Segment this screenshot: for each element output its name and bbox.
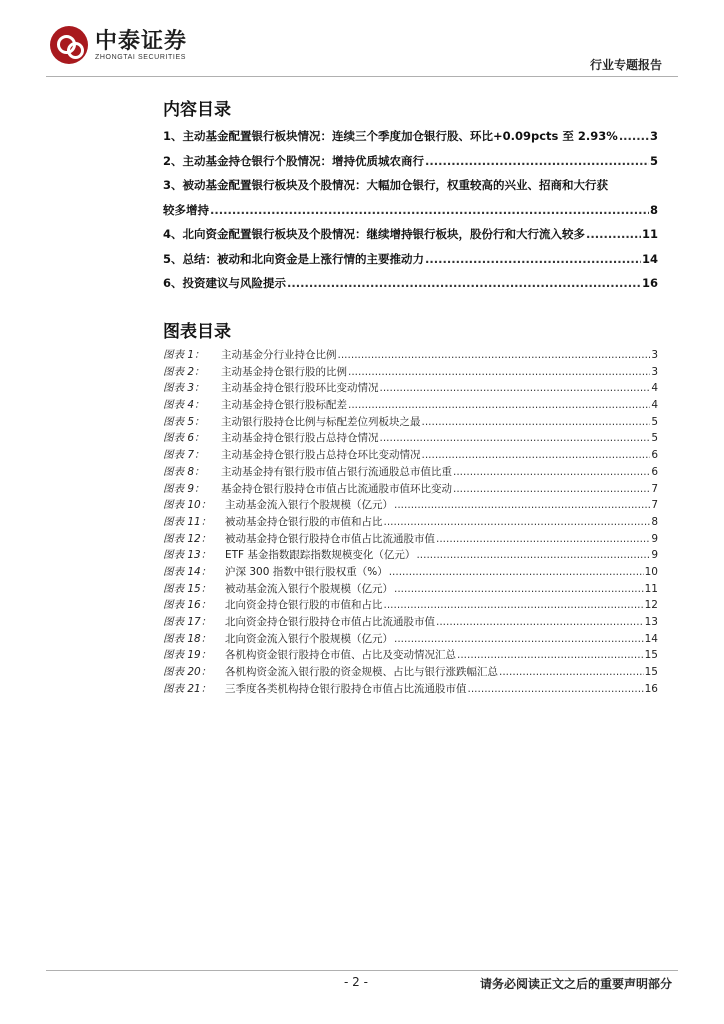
figure-item[interactable]	[163, 481, 658, 498]
figure-leader	[380, 432, 651, 444]
toc-item[interactable]	[163, 177, 658, 202]
figure-leader	[499, 666, 644, 678]
figure-page: 3	[651, 365, 658, 378]
figure-label: 图表 21：	[163, 682, 212, 695]
toc-leader	[287, 276, 641, 290]
figure-page: 15	[644, 649, 658, 662]
figure-item[interactable]	[163, 614, 658, 631]
figure-page: 6	[651, 465, 658, 478]
contents-list	[163, 128, 658, 300]
figure-label: 图表 7：	[163, 449, 205, 462]
figure-title: 被动基金持仓银行股的市值和占比	[225, 515, 383, 528]
figure-page: 10	[644, 565, 658, 578]
figure-leader	[394, 499, 650, 511]
figure-label: 图表 8：	[163, 465, 205, 478]
figure-label: 图表 4：	[163, 399, 205, 412]
figure-item[interactable]	[163, 547, 658, 564]
figure-page: 4	[651, 399, 658, 412]
toc-item-text: 5、总结：被动和北向资金是上涨行情的主要推动力	[163, 251, 424, 266]
figure-title: 被动基金流入银行个股规模（亿元）	[225, 582, 393, 595]
toc-item-page: 14	[641, 251, 658, 266]
figure-label: 图表 14：	[163, 565, 212, 578]
figure-item[interactable]	[163, 631, 658, 648]
toc-leader	[210, 203, 649, 217]
figure-item[interactable]	[163, 447, 658, 464]
toc-item[interactable]	[163, 226, 658, 251]
toc-item-text: 2、主动基金持仓银行个股情况：增持优质城农商行	[163, 153, 424, 168]
figure-title: 各机构资金银行股持仓市值、占比及变动情况汇总	[225, 649, 456, 662]
logo-english-name: ZHONGTAI SECURITIES	[95, 53, 186, 61]
toc-item-page: 5	[649, 153, 658, 168]
figure-item[interactable]	[163, 514, 658, 531]
figure-item[interactable]	[163, 364, 658, 381]
figure-page: 8	[651, 515, 658, 528]
figure-leader	[394, 633, 644, 645]
figure-label: 图表 20：	[163, 666, 212, 679]
toc-item-text: 1、主动基金配置银行板块情况：连续三个季度加仓银行股、环比+0.09pcts 至 2.93%	[163, 129, 618, 143]
figure-title: 主动基金持有银行股市值占银行流通股总市值比重	[221, 465, 452, 478]
figure-item[interactable]	[163, 397, 658, 414]
figure-label: 图表 2：	[163, 365, 205, 378]
toc-item-continuation[interactable]	[163, 202, 658, 227]
figure-title: 北向资金持仓银行股的市值和占比	[225, 599, 383, 612]
toc-item[interactable]	[163, 128, 658, 153]
figure-leader	[416, 549, 650, 561]
toc-item-page: 11	[641, 227, 658, 241]
figure-item[interactable]	[163, 414, 658, 431]
figure-title: 主动基金持仓银行股环比变动情况	[221, 382, 379, 395]
figure-label: 图表 1：	[163, 349, 205, 361]
header-divider	[46, 76, 678, 77]
figure-label: 图表 15：	[163, 582, 212, 595]
figure-item[interactable]	[163, 564, 658, 581]
figure-leader	[453, 466, 650, 478]
figure-leader	[389, 566, 644, 578]
figure-label: 图表 5：	[163, 415, 205, 428]
toc-item-page: 16	[641, 276, 658, 290]
figure-item[interactable]	[163, 681, 658, 698]
figure-item[interactable]	[163, 597, 658, 614]
toc-leader	[619, 129, 649, 143]
figure-label: 图表 13：	[163, 549, 212, 562]
figure-page: 11	[644, 582, 658, 595]
figure-label: 图表 3：	[163, 382, 205, 395]
logo-chinese-name: 中泰证券	[95, 28, 188, 54]
footer-divider	[46, 970, 678, 971]
figure-page: 6	[651, 449, 658, 462]
figure-label: 图表 12：	[163, 532, 212, 545]
figure-page: 14	[644, 632, 658, 645]
figure-title: 三季度各类机构持仓银行股持仓市值占比流通股市值	[225, 682, 467, 695]
figure-label: 图表 17：	[163, 616, 212, 628]
figure-page: 9	[651, 532, 658, 545]
figure-leader	[380, 382, 651, 394]
figure-title: 被动基金持仓银行股持仓市值占比流通股市值	[225, 532, 435, 545]
page-number: - 2 -	[344, 975, 368, 989]
figure-item[interactable]	[163, 647, 658, 664]
toc-leader	[425, 252, 641, 266]
figure-leader	[348, 399, 650, 411]
figure-leader	[338, 349, 651, 361]
figure-item[interactable]	[163, 430, 658, 447]
figure-title: 主动基金分行业持仓比例	[221, 349, 337, 361]
figure-leader	[457, 649, 644, 661]
toc-item-page: 3	[649, 129, 658, 143]
figure-label: 图表 9：	[163, 482, 205, 495]
figure-page: 9	[651, 549, 658, 562]
figure-item[interactable]	[163, 497, 658, 514]
figure-page: 13	[644, 616, 658, 628]
company-logo-icon	[50, 26, 88, 64]
figure-page: 12	[644, 599, 658, 612]
figure-title: 主动基金持仓银行股的比例	[221, 365, 347, 378]
figure-label: 图表 11：	[163, 515, 212, 528]
figure-title: ETF 基金指数跟踪指数规模变化（亿元）	[225, 549, 416, 562]
figure-item[interactable]	[163, 531, 658, 548]
figure-title: 各机构资金流入银行股的资金规模、占比与银行涨跌幅汇总	[225, 666, 498, 679]
toc-item[interactable]	[163, 251, 658, 276]
figure-item[interactable]	[163, 380, 658, 397]
figure-title: 主动基金持仓银行股标配差	[221, 399, 347, 412]
figure-leader	[348, 366, 650, 378]
toc-item-text: 3、被动基金配置银行板块及个股情况：大幅加仓银行，权重较高的兴业、招商和大行获	[163, 178, 608, 192]
toc-item-text: 4、北向资金配置银行板块及个股情况：继续增持银行板块，股份行和大行流入较多	[163, 227, 585, 241]
figure-page: 16	[644, 682, 658, 695]
figure-item[interactable]	[163, 464, 658, 481]
toc-item-page: 8	[649, 202, 658, 217]
figures-list	[163, 347, 658, 697]
figure-leader	[436, 533, 650, 545]
figure-label: 图表 18：	[163, 632, 212, 645]
figure-title: 主动基金持仓银行股占总持仓环比变动情况	[221, 449, 421, 462]
figure-page: 15	[644, 666, 658, 679]
report-type-label: 行业专题报告	[589, 58, 662, 72]
figure-leader	[453, 483, 650, 495]
figure-leader	[422, 416, 651, 428]
figure-label: 图表 10：	[163, 499, 212, 512]
toc-leader	[586, 227, 641, 241]
figure-leader	[468, 683, 644, 695]
company-logo	[50, 26, 187, 64]
figures-title: 图表目录	[163, 322, 231, 342]
figure-leader	[384, 599, 644, 611]
figure-title: 沪深 300 指数中银行股权重（%）	[225, 565, 388, 578]
figure-title: 主动银行股持仓比例与标配差位列板块之最	[221, 415, 421, 428]
figure-item[interactable]	[163, 581, 658, 598]
figure-title: 北向资金流入银行个股规模（亿元）	[225, 632, 393, 645]
disclaimer-text: 请务必阅读正文之后的重要声明部分	[479, 977, 672, 991]
toc-leader	[425, 154, 649, 168]
figure-page: 4	[651, 382, 658, 395]
figure-page: 7	[651, 499, 658, 512]
figure-leader	[422, 449, 651, 461]
figure-title: 主动基金持仓银行股占总持仓情况	[221, 432, 379, 445]
figure-page: 3	[651, 349, 658, 361]
figure-item[interactable]	[163, 664, 658, 681]
figure-title: 北向资金持仓银行股持仓市值占比流通股市值	[225, 616, 435, 628]
toc-item[interactable]	[163, 275, 658, 300]
figure-page: 5	[651, 415, 658, 428]
figure-page: 7	[651, 482, 658, 495]
toc-item[interactable]	[163, 153, 658, 178]
figure-title: 基金持仓银行股持仓市值占比流通股市值环比变动	[221, 482, 452, 495]
toc-item-text: 6、投资建议与风险提示	[163, 276, 287, 290]
figure-title: 主动基金流入银行个股规模（亿元）	[225, 499, 393, 512]
figure-leader	[436, 616, 644, 628]
contents-title: 内容目录	[163, 100, 231, 120]
figure-label: 图表 16：	[163, 599, 212, 612]
toc-item-text-continued: 较多增持	[163, 202, 209, 217]
figure-leader	[394, 583, 644, 595]
figure-label: 图表 6：	[163, 432, 205, 445]
figure-leader	[384, 516, 651, 528]
figure-page: 5	[651, 432, 658, 445]
figure-item[interactable]	[163, 347, 658, 364]
figure-label: 图表 19：	[163, 649, 212, 662]
